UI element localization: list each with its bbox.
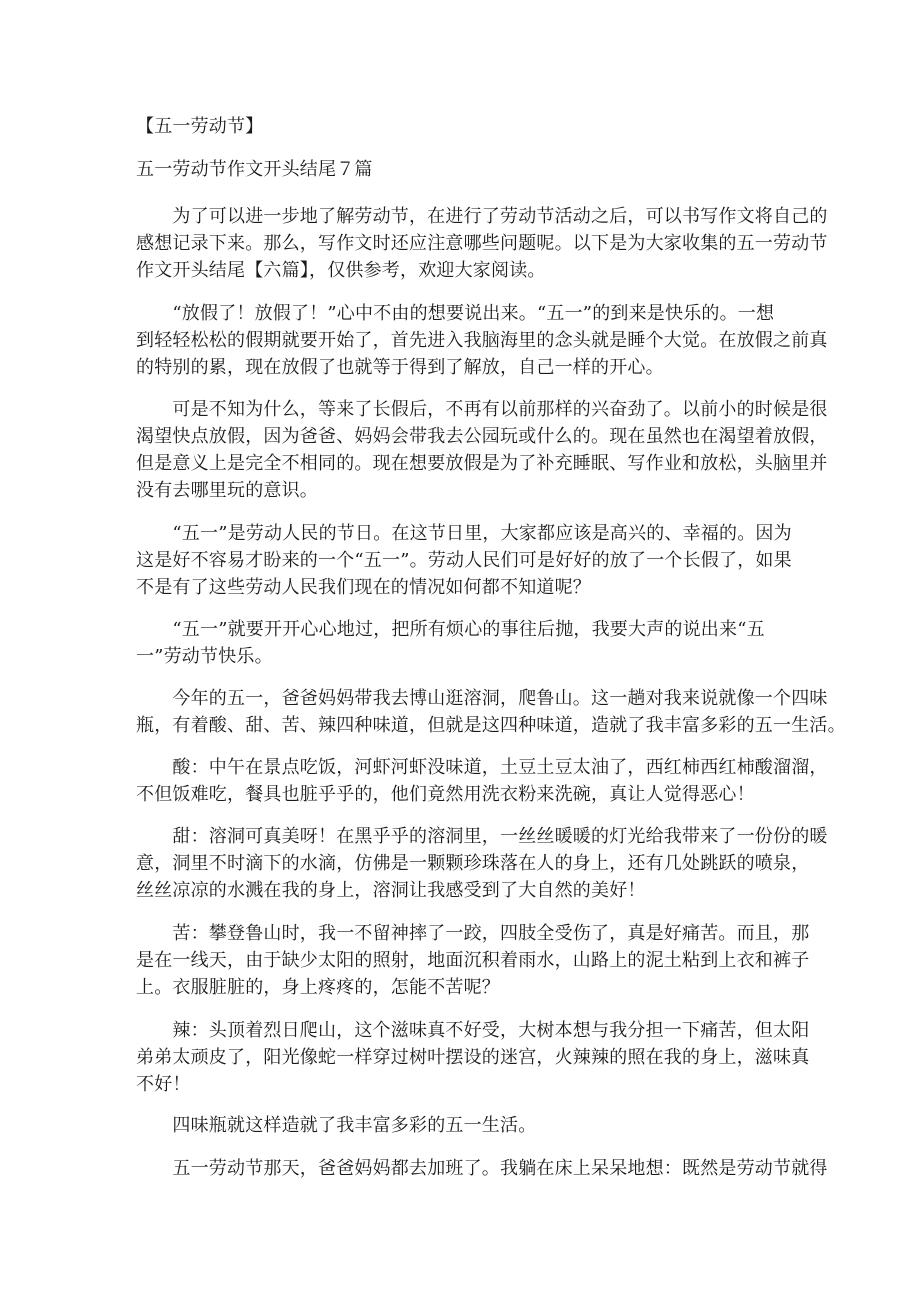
paragraph-line: 五一劳动节那天，爸爸妈妈都去加班了。我躺在床上呆呆地想：既然是劳动节就得 [136,1158,828,1179]
paragraph-line: 酸：中午在景点吃饭，河虾河虾没味道，土豆土豆太油了，西红柿西红柿酸溜溜， [136,757,828,778]
paragraph-line: 苦：攀登鲁山时，我一不留神摔了一跤，四肢全受伤了，真是好痛苦。而且，那 [136,923,810,944]
paragraph-line: 没有去哪里玩的意识。 [136,480,318,501]
paragraph-line: 弟弟太顽皮了，阳光像蛇一样穿过树叶摆设的迷宫，火辣辣的照在我的身上，滋味真 [136,1047,810,1068]
paragraph-line: 不好！ [136,1074,191,1095]
paragraph-line: 今年的五一，爸爸妈妈带我去博山逛溶洞，爬鲁山。这一趟对我来说就像一个四味 [136,688,828,709]
paragraph-line: 瓶，有着酸、甜、苦、辣四种味道，但就是这四种味道，造就了我丰富多彩的五一生活。 [136,715,846,736]
paragraph-line: 可是不知为什么，等来了长假后，不再有以前那样的兴奋劲了。以前小的时候是很 [136,399,828,420]
paragraph-line: 作文开头结尾【六篇】，仅供参考，欢迎大家阅读。 [136,260,546,281]
paragraph-line: 到轻轻松松的假期就要开始了，首先进入我脑海里的念头就是睡个大觉。在放假之前真 [136,330,828,351]
paragraph-line: 一”劳动节快乐。 [136,646,273,667]
paragraph-line: 的特别的累，现在放假了也就等于得到了解放，自己一样的开心。 [136,357,664,378]
paragraph-line: “放假了！放假了！”心中不由的想要说出来。“五一”的到来是快乐的。一想 [136,303,775,324]
paragraph-line: 不是有了这些劳动人民我们现在的情况如何都不知道呢？ [136,577,591,598]
paragraph-line: 感想记录下来。那么，写作文时还应注意哪些问题呢。以下是为大家收集的五一劳动节 [136,233,828,254]
paragraph-line: 辣：头顶着烈日爬山，这个滋味真不好受，大树本想与我分担一下痛苦，但太阳 [136,1020,810,1041]
paragraph-line: 不但饭难吃，餐具也脏乎乎的，他们竟然用洗衣粉来洗碗，真让人觉得恶心！ [136,784,755,805]
paragraph-line: 但是意义上是完全不相同的。现在想要放假是为了补充睡眠、写作业和放松，头脑里并 [136,453,828,474]
document-title: 五一劳动节作文开头结尾７篇 [136,159,373,180]
paragraph-line: 为了可以进一步地了解劳动节，在进行了劳动节活动之后，可以书写作文将自己的 [136,206,828,227]
paragraph-line: “五一”就要开开心心地过，把所有烦心的事往后抛，我要大声的说出来“五 [136,619,765,640]
paragraph-line: 这是好不容易才盼来的一个“五一”。劳动人民们可是好好的放了一个长假了，如果 [136,550,792,571]
paragraph-line: 渴望快点放假，因为爸爸、妈妈会带我去公园玩或什么的。现在虽然也在渴望着放假， [136,426,828,447]
paragraph-line: 是在一线天，由于缺少太阳的照射，地面沉积着雨水，山路上的泥土粘到上衣和裤子 [136,950,810,971]
paragraph-line: 甜：溶洞可真美呀！在黑乎乎的溶洞里，一丝丝暖暖的灯光给我带来了一份份的暖 [136,826,828,847]
paragraph-line: 意，洞里不时滴下的水滴，仿佛是一颗颗珍珠落在人的身上，还有几处跳跃的喷泉， [136,853,810,874]
paragraph-line: 上。衣服脏脏的，身上疼疼的，怎能不苦呢？ [136,977,500,998]
section-heading: 【五一劳动节】 [136,116,264,137]
paragraph-line: 丝丝凉凉的水溅在我的身上，溶洞让我感受到了大自然的美好！ [136,880,646,901]
paragraph-line: 四味瓶就这样造就了我丰富多彩的五一生活。 [136,1115,537,1136]
paragraph-line: “五一”是劳动人民的节日。在这节日里，大家都应该是高兴的、幸福的。因为 [136,523,792,544]
